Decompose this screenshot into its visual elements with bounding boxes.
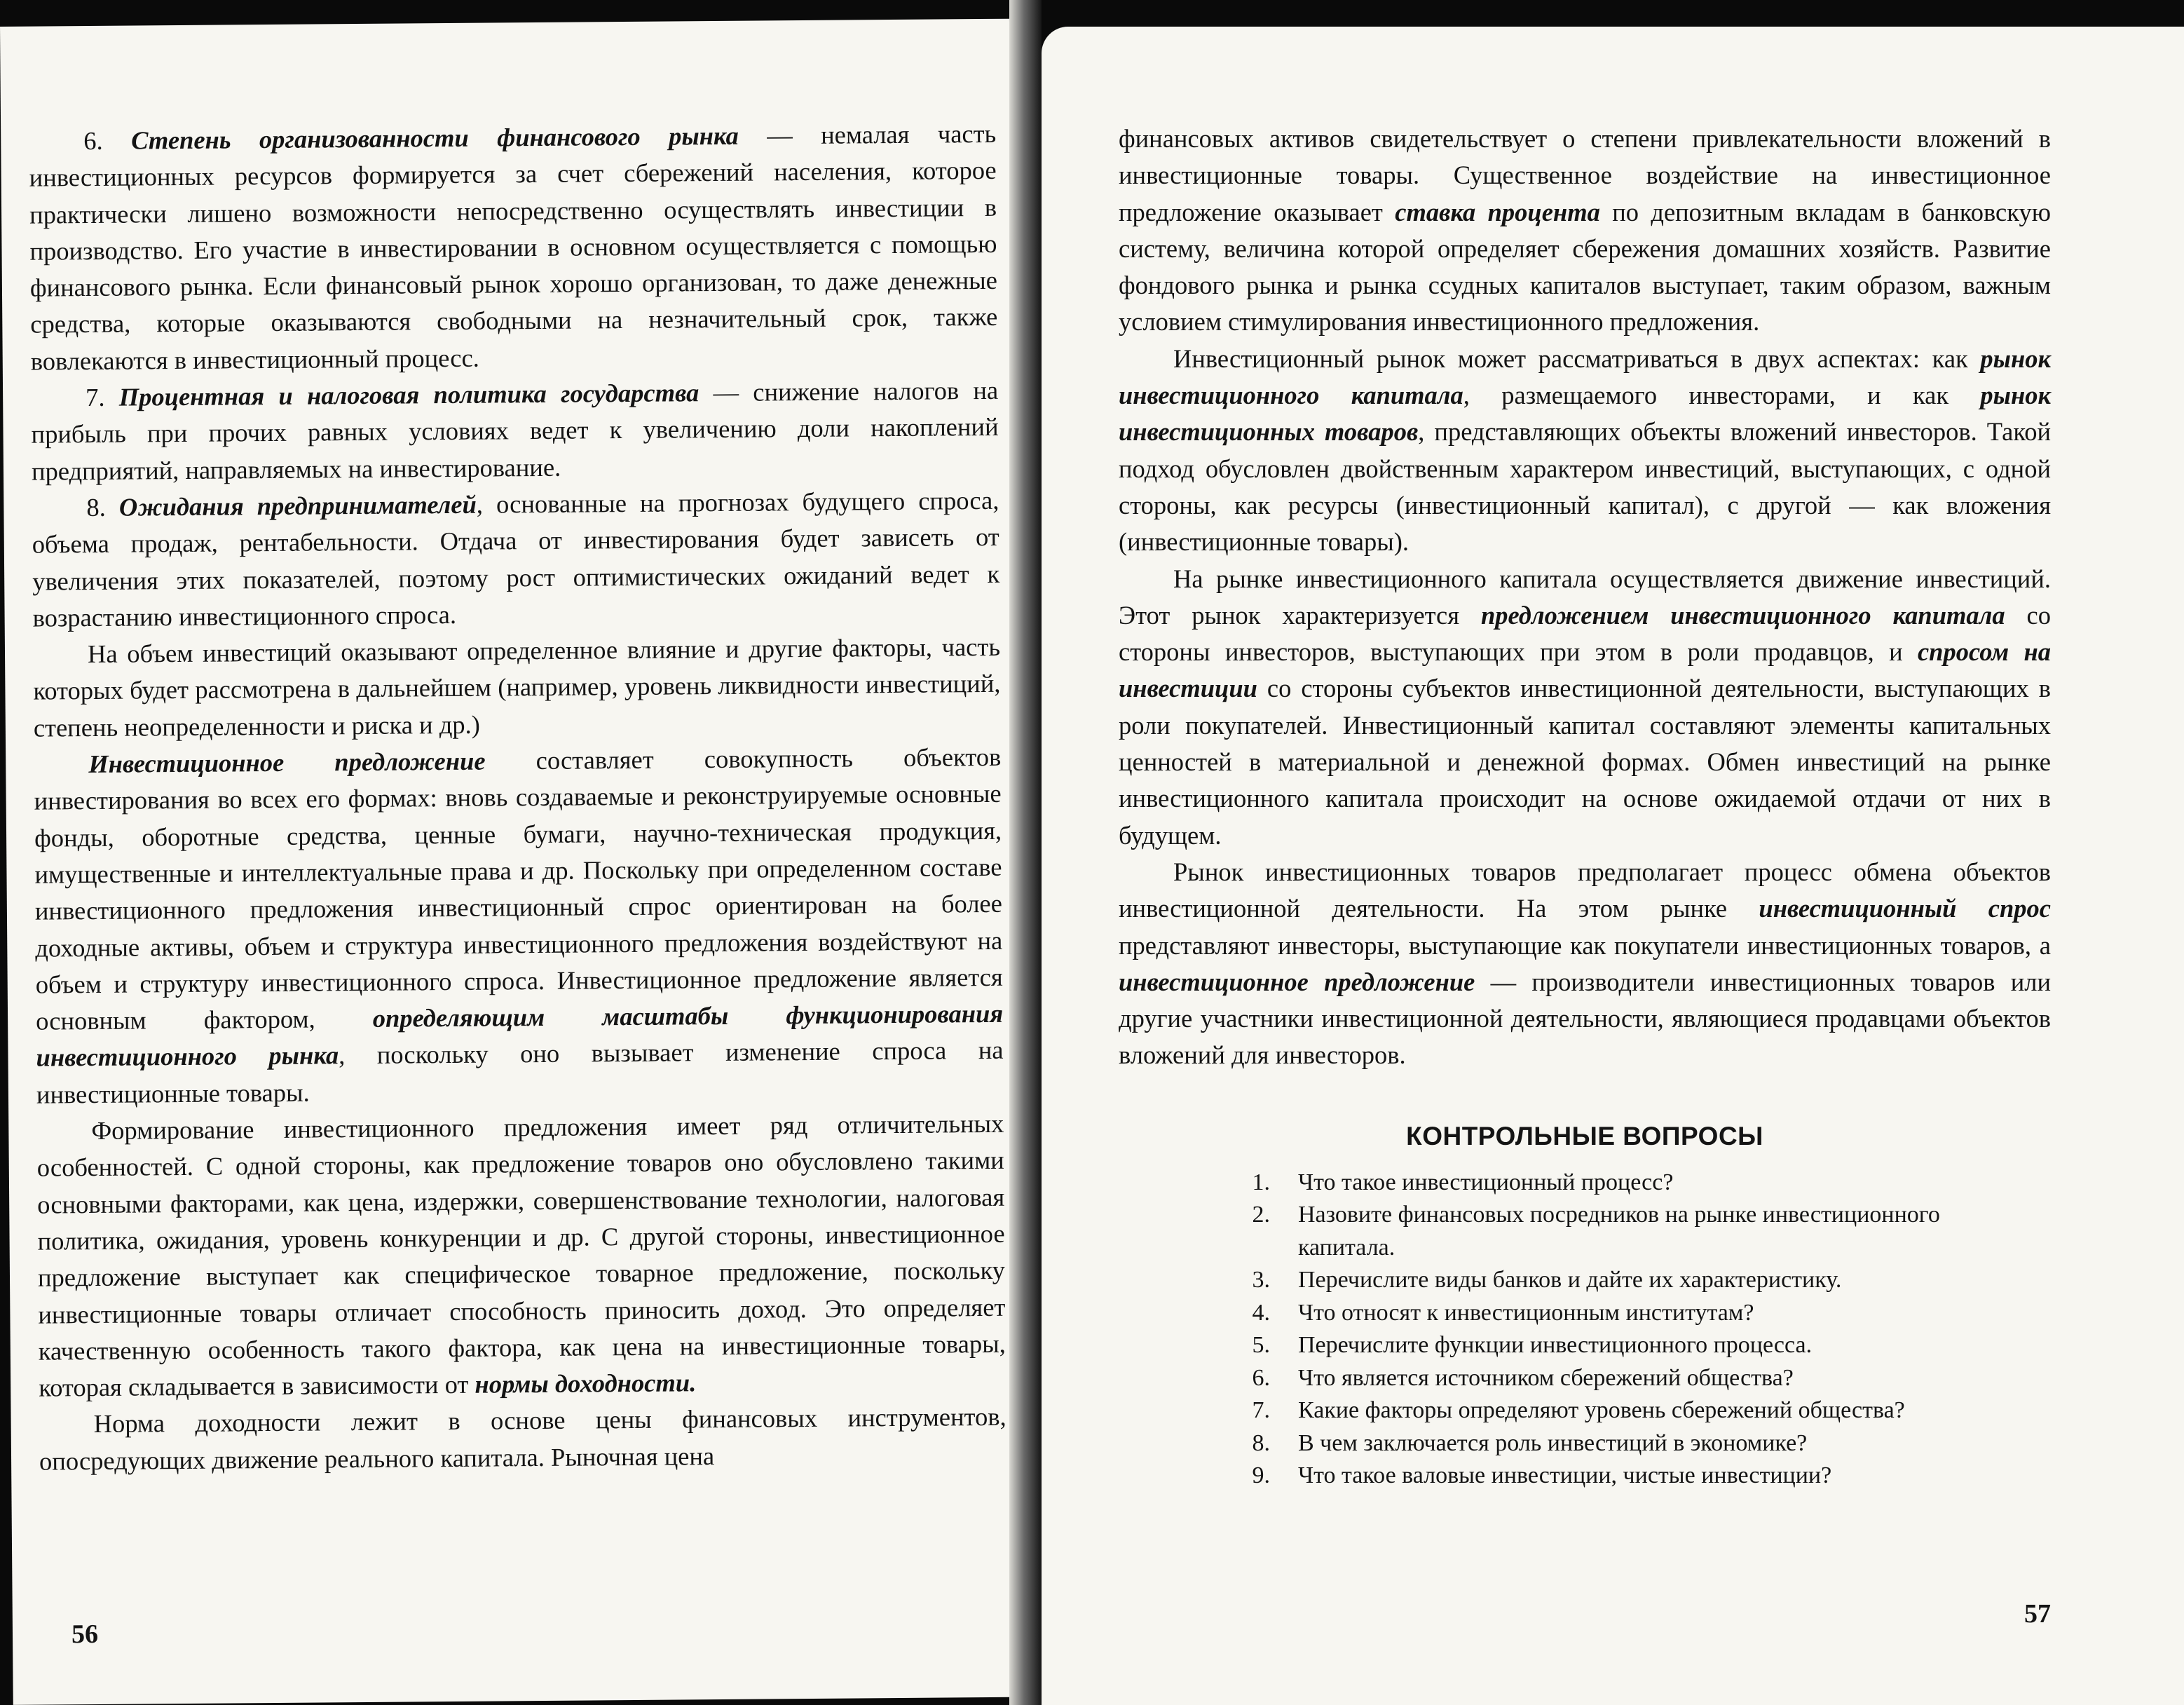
right-page-text [1119, 121, 2051, 1493]
question-item [1119, 1167, 2051, 1200]
page-number-right: 57 [2024, 1599, 2051, 1629]
text-run: 6. [83, 125, 132, 156]
question-item [1119, 1329, 2051, 1362]
paragraph [1119, 854, 2051, 1074]
question-item [1119, 1199, 2051, 1264]
text-run: На рынке инвестиционного капитала осуществляется движение инвестиций. Этот рынок характеризуется [1119, 564, 2051, 630]
text-run: по депозитным вкладам в банковскую систему, величина которой определяет сбережения домашних хозяйств. Развитие фондового рынка и рынка ссудных капиталов выступает, таким образом, важным условием стимулирования инвестиционного предложения. [1119, 197, 2051, 337]
question-item [1119, 1394, 2051, 1427]
emphasized-term: определяющим масштабы функционирования инвестиционного рынка [36, 998, 1004, 1073]
emphasized-term: инвестиционное предложение [1119, 967, 1475, 996]
text-run: Рынок инвестиционных товаров предполагает процесс обмена объектов инвестиционной деятельности. На этом рынке [1119, 857, 2051, 923]
question-item [1119, 1362, 2051, 1395]
emphasized-term: инвестиционный спрос [1759, 894, 2051, 923]
paragraph [31, 372, 999, 490]
question-item [1119, 1264, 2051, 1297]
question-number: 3. [1252, 1267, 1270, 1293]
text-run: , размещаемого инвесторами, и как [1463, 381, 1981, 410]
text-run: со стороны инвесторов, выступающих при этом в роли продавцов, и [1119, 600, 2051, 667]
emphasized-term: Степень организованности финансового рынка [130, 121, 739, 155]
text-run: Норма доходности лежит в основе цены финансовых инструментов, опосредующих движение реального капитала. Рыночная цена [39, 1402, 1006, 1476]
emphasized-term: ставка процента [1395, 197, 1600, 226]
question-number: 8. [1252, 1429, 1270, 1456]
emphasized-term: Процентная и налоговая политика государства [118, 378, 699, 412]
paragraph [1119, 121, 2051, 341]
question-text: Что такое инвестиционный процесс? [1298, 1169, 1674, 1195]
question-number: 6. [1252, 1364, 1270, 1391]
question-text: Перечислите функции инвестиционного процесса. [1298, 1332, 1813, 1359]
emphasized-term: рынок инвестиционных товаров [1119, 381, 2051, 447]
question-text: В чем заключается роль инвестиций в экономике? [1298, 1429, 1808, 1456]
text-run: Инвестиционный рынок может рассматриваться в двух аспектах: как [1173, 344, 1981, 373]
book-gutter [1009, 0, 1042, 1705]
paragraph [39, 1399, 1006, 1479]
section-heading: КОНТРОЛЬНЫЕ ВОПРОСЫ [1406, 1121, 1763, 1150]
left-page [0, 19, 1023, 1705]
text-run: 7. [85, 382, 119, 412]
right-page [1042, 27, 2184, 1705]
question-number: 7. [1252, 1397, 1270, 1424]
text-run: со стороны субъектов инвестиционной деятельности, выступающих в роли покупателей. Инвестиционный капитал составляют элементы капитальных ценностей в материальной и денежной формах. Обмен инвестиций на рынке инвестиционного капитала происходит на основе ожидаемой отдачи от них в будущем. [1119, 674, 2051, 850]
question-item [1119, 1427, 2051, 1460]
paragraph [36, 1106, 1006, 1406]
paragraph [29, 116, 998, 380]
control-questions-list [1119, 1167, 2051, 1493]
question-text: Перечислите виды банков и дайте их характеристику. [1298, 1267, 1842, 1293]
question-number: 4. [1252, 1299, 1270, 1326]
text-run: составляет совокупность объектов инвестирования во всех его формах: вновь создаваемые и реконструируемые основные фонды, оборотные средства, ценные бумаги, научно-техническая продукция, имущественные и интеллектуальные права и др. Поскольку при определенном составе инвестиционного предложения инвестиционный спрос ориентирован на более доходные активы, объем и структура инвестиционного предложения воздействуют на объем и структуру инвестиционного спроса. Инвестиционное предложение является основным фактором, [34, 742, 1003, 1035]
left-page-text [29, 116, 1006, 1480]
question-item [1119, 1460, 2051, 1493]
question-number: 9. [1252, 1462, 1270, 1489]
right-page-paragraphs [1119, 121, 2051, 1074]
question-text: Что является источником сбережений общества? [1298, 1364, 1794, 1391]
question-text: Назовите финансовых посредников на рынке инвестиционного капитала. [1298, 1202, 1940, 1261]
emphasized-term: нормы доходности. [475, 1368, 697, 1399]
text-run: представляют инвесторы, выступающие как покупатели инвестиционных товаров, а [1119, 930, 2051, 960]
question-text: Что относят к инвестиционным институтам? [1298, 1299, 1754, 1326]
emphasized-term: Инвестиционное предложение [88, 746, 486, 779]
text-run: , поскольку оно вызывает изменение спроса на инвестиционные товары. [36, 1035, 1004, 1109]
text-run: На объем инвестиций оказывают определенное влияние и другие факторы, часть которых будет рассмотрена в дальнейшем (например, уровень ликвидности инвестиций, степень неопределенности и риска и др.) [33, 632, 1001, 742]
emphasized-term: предложением инвестиционного капитала [1480, 600, 2005, 630]
paragraph [34, 739, 1004, 1113]
question-number: 2. [1252, 1202, 1270, 1228]
text-run: — производители инвестиционных товаров или другие участники инвестиционной деятельности, являющиеся продавцами объектов вложений для инвесторов. [1119, 967, 2051, 1070]
question-text: Какие факторы определяют уровень сбережений общества? [1298, 1397, 1905, 1424]
question-number: 5. [1252, 1332, 1270, 1359]
question-number: 1. [1252, 1169, 1270, 1195]
paragraph [33, 629, 1001, 747]
paragraph [1119, 561, 2051, 854]
emphasized-term: рынок инвестиционного капитала [1119, 344, 2051, 410]
text-run: — немалая часть инвестиционных ресурсов формируется за счет сбережений населения, которое практически лишено возможности непосредственно осуществлять инвестиции в производство. Его участие в инвестировании в основном осуществляется с помощью финансового рынка. Если финансовый рынок хорошо организован, то даже денежные средства, которые оказываются свободными на незначительный срок, также вовлекаются в инвестиционный процесс. [29, 118, 998, 376]
emphasized-term: спросом на инвестиции [1119, 637, 2051, 703]
page-number-left: 56 [71, 1619, 99, 1650]
paragraph [32, 482, 1000, 637]
question-item [1119, 1297, 2051, 1330]
text-run: 8. [86, 492, 120, 522]
paragraph [1119, 341, 2051, 561]
emphasized-term: Ожидания предпринимателей [118, 489, 477, 522]
text-run: , основанные на прогнозах будущего спроса, объема продаж, рентабельности. Отдача от инвестирования будет зависеть от увеличения этих показателей, поэтому рост оптимистических ожиданий ведет к возрастанию инвестиционного спроса. [32, 485, 1000, 632]
text-run: , представляющих объекты вложений инвесторов. Такой подход обусловлен двойственным характером инвестиций, выступающих, с одной стороны, как ресурсы (инвестиционный капитал), с другой — как вложения (инвестиционные товары). [1119, 417, 2051, 557]
question-text: Что такое валовые инвестиции, чистые инвестиции? [1298, 1462, 1832, 1489]
text-run: Формирование инвестиционного предложения имеет ряд отличительных особенностей. С одной стороны, как предложение товаров оно обусловлено такими основными факторами, как цена, издержки, совершенствование технологии, налоговая политика, ожидания, уровень конкуренции и др. С другой стороны, инвестиционное предложение выступает как специфическое товарное предложение, поскольку инвестиционные товары отличает способность приносить доход. Это определяет качественную особенность такого фактора, как цена на инвестиционные товары, которая складывается в зависимости от [36, 1108, 1006, 1402]
text-run: финансовых активов свидетельствует о степени привлекательности вложений в инвестиционные товары. Существенное воздействие на инвестиционное предложение оказывает [1119, 124, 2051, 226]
text-run: — снижение налогов на прибыль при прочих равных условиях ведет к увеличению доли накоплений предприятий, направляемых на инвестирование. [31, 375, 999, 486]
